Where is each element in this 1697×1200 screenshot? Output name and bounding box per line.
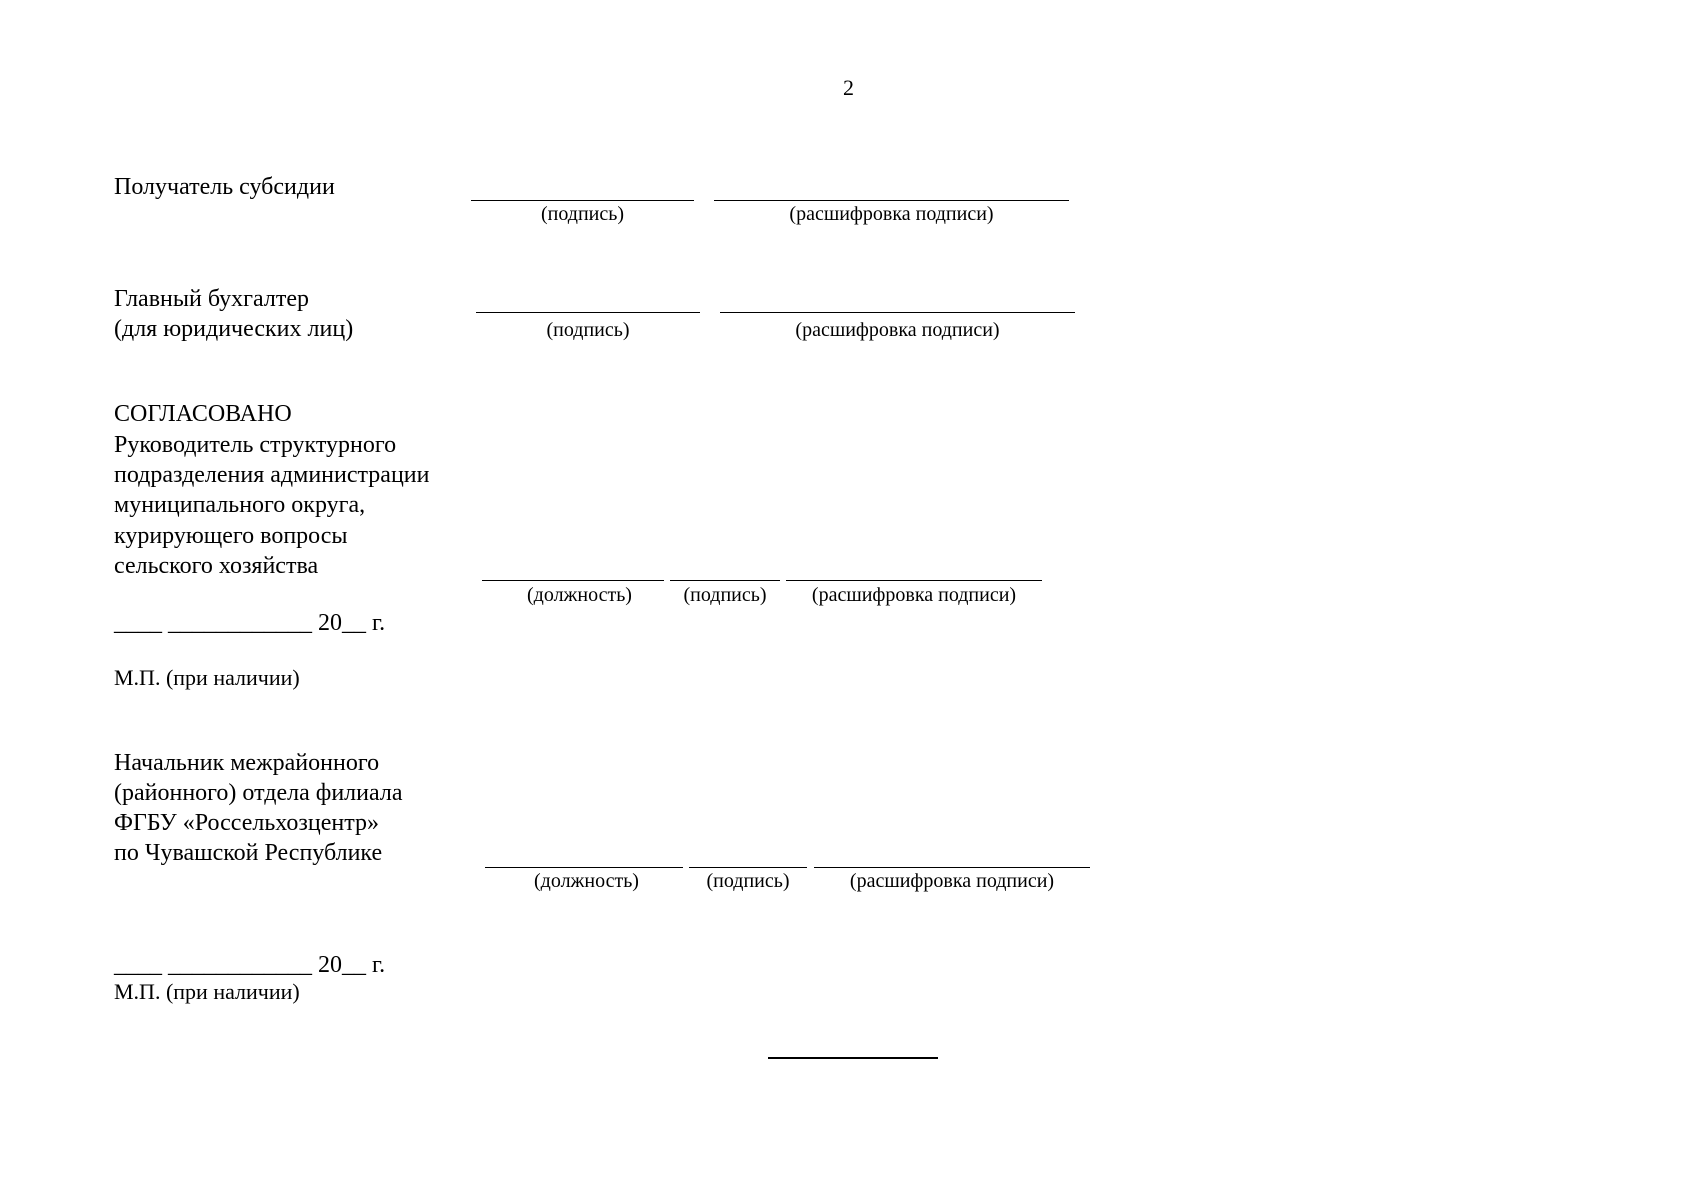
recipient-decoding-caption: (расшифровка подписи) [789,203,994,225]
agreed-line-5: сельского хозяйства [114,553,319,579]
chief-accountant-decoding-caption: (расшифровка подписи) [795,319,1000,341]
head-line-3: ФГБУ «Россельхозцентр» [114,810,379,836]
agreed-position-line[interactable] [482,580,664,581]
recipient-label: Получатель субсидии [114,174,335,200]
agreed-decoding-caption: (расшифровка подписи) [811,584,1017,606]
head-signature-line[interactable] [689,867,807,868]
chief-accountant-sublabel: (для юридических лиц) [114,316,354,342]
head-decoding-line[interactable] [814,867,1090,868]
chief-accountant-signature-caption: (подпись) [546,319,630,341]
recipient-signature-caption: (подпись) [540,203,625,225]
head-decoding-caption: (расшифровка подписи) [849,870,1055,892]
head-stamp-note: М.П. (при наличии) [114,979,300,1004]
agreed-line-2: подразделения администрации [114,462,430,488]
agreed-heading: СОГЛАСОВАНО [114,401,292,427]
agreed-decoding-line[interactable] [786,580,1042,581]
agreed-stamp-note: М.П. (при наличии) [114,665,300,690]
recipient-decoding-line[interactable] [714,200,1069,201]
agreed-date-field[interactable]: ____ ____________ 20__ г. [114,610,386,636]
agreed-signature-line[interactable] [670,580,780,581]
chief-accountant-decoding-line[interactable] [720,312,1075,313]
agreed-signature-caption: (подпись) [683,584,767,606]
head-date-field[interactable]: ____ ____________ 20__ г. [114,952,386,978]
head-line-2: (районного) отдела филиала [114,780,403,806]
head-signature-caption: (подпись) [706,870,790,892]
agreed-line-3: муниципального округа, [114,492,366,518]
agreed-position-caption: (должность) [527,584,632,606]
head-line-1: Начальник межрайонного [114,750,380,776]
agreed-line-1: Руководитель структурного [114,432,397,458]
page-number: 2 [843,75,854,100]
chief-accountant-signature-line[interactable] [476,312,700,313]
head-position-caption: (должность) [534,870,639,892]
end-of-document-rule [768,1057,938,1059]
recipient-signature-line[interactable] [471,200,694,201]
head-line-4: по Чувашской Республике [114,840,383,866]
agreed-line-4: курирующего вопросы [114,523,348,549]
chief-accountant-label: Главный бухгалтер [114,286,309,312]
head-position-line[interactable] [485,867,683,868]
